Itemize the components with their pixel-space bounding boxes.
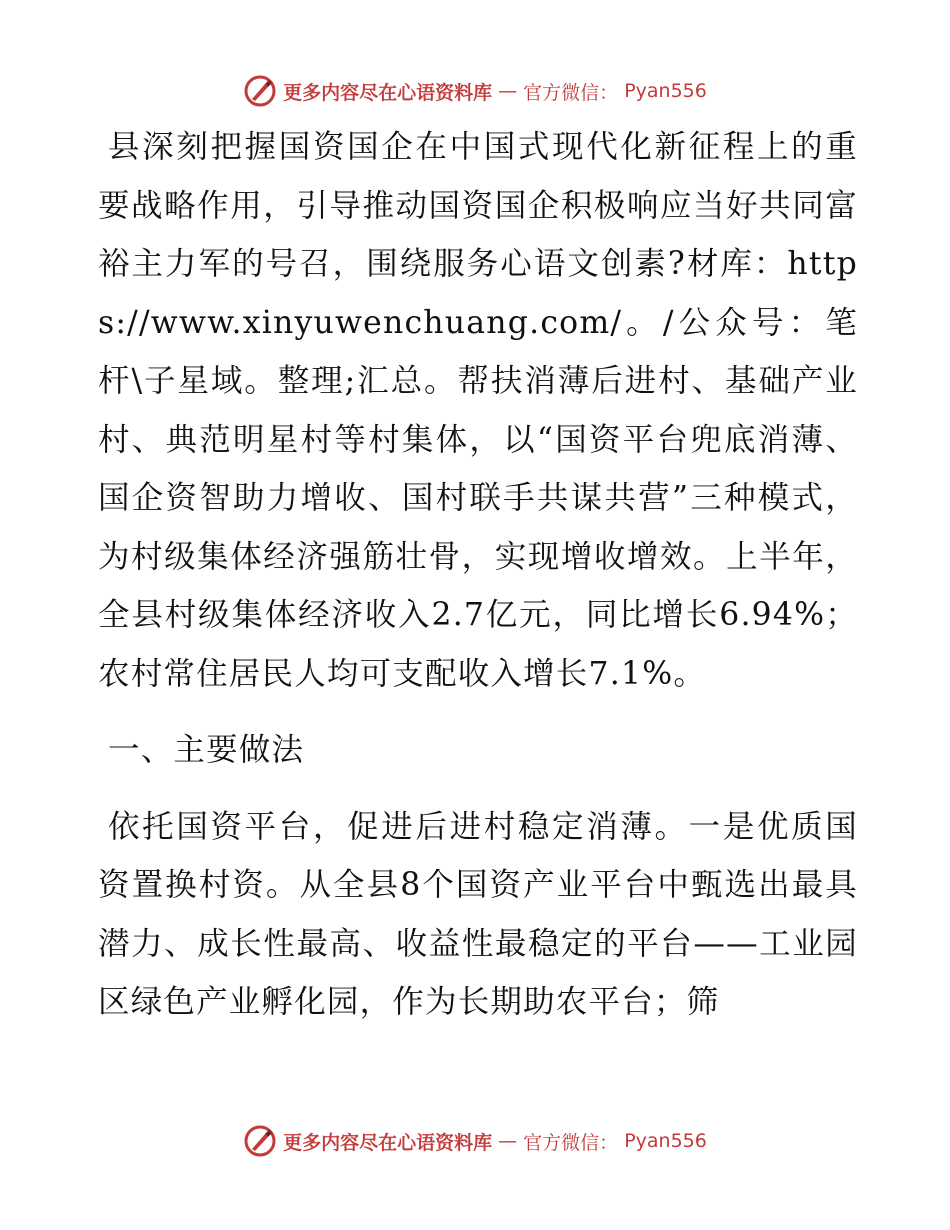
paragraph-method-1: 依托国资平台，促进后进村稳定消薄。一是优质国资置换村资。从全县8个国资产业平台中甄选出最具潜力、成长性最高、收益性最稳定的平台——工业园区绿色产业孵化园，作为长期助农平台；筛	[98, 808, 858, 1020]
pen-logo-icon	[243, 1124, 277, 1158]
header-watermark-banner	[0, 74, 950, 108]
banner-dash: —	[498, 1130, 518, 1152]
footer-watermark-banner	[0, 1124, 950, 1158]
banner-official-label: 官方微信：	[523, 81, 619, 104]
paragraph-intro: 县深刻把握国资国企在中国式现代化新征程上的重要战略作用，引导推动国资国企积极响应当好共同富裕主力军的号召，围绕服务心语文创素?材库：https://www.xinyuwenchuang.com/。/公众号：笔杆\子星域。整理;汇总。帮扶消薄后进村、基础产业村、典范明星村等村集体，以“国资平台兜底消薄、国企资智助力增收、国村联手共谋共营”三种模式，为村级集体经济强筋壮骨，实现增收增效。上半年，全县村级集体经济收入2.7亿元，同比增长6.94%；农村常住居民人均可支配收入增长7.1%。	[98, 129, 858, 692]
pen-logo-icon	[243, 74, 277, 108]
banner-official-label: 官方微信：	[523, 1131, 619, 1154]
banner-wechat-id: Pyan556	[624, 80, 707, 102]
banner-main-text: 更多内容尽在心语资料库	[283, 81, 493, 104]
banner-dash: —	[498, 80, 518, 102]
document-body	[98, 118, 858, 1032]
section-heading: 一、主要做法	[108, 732, 305, 768]
banner-wechat-id: Pyan556	[624, 1130, 707, 1152]
banner-main-text: 更多内容尽在心语资料库	[283, 1131, 493, 1154]
